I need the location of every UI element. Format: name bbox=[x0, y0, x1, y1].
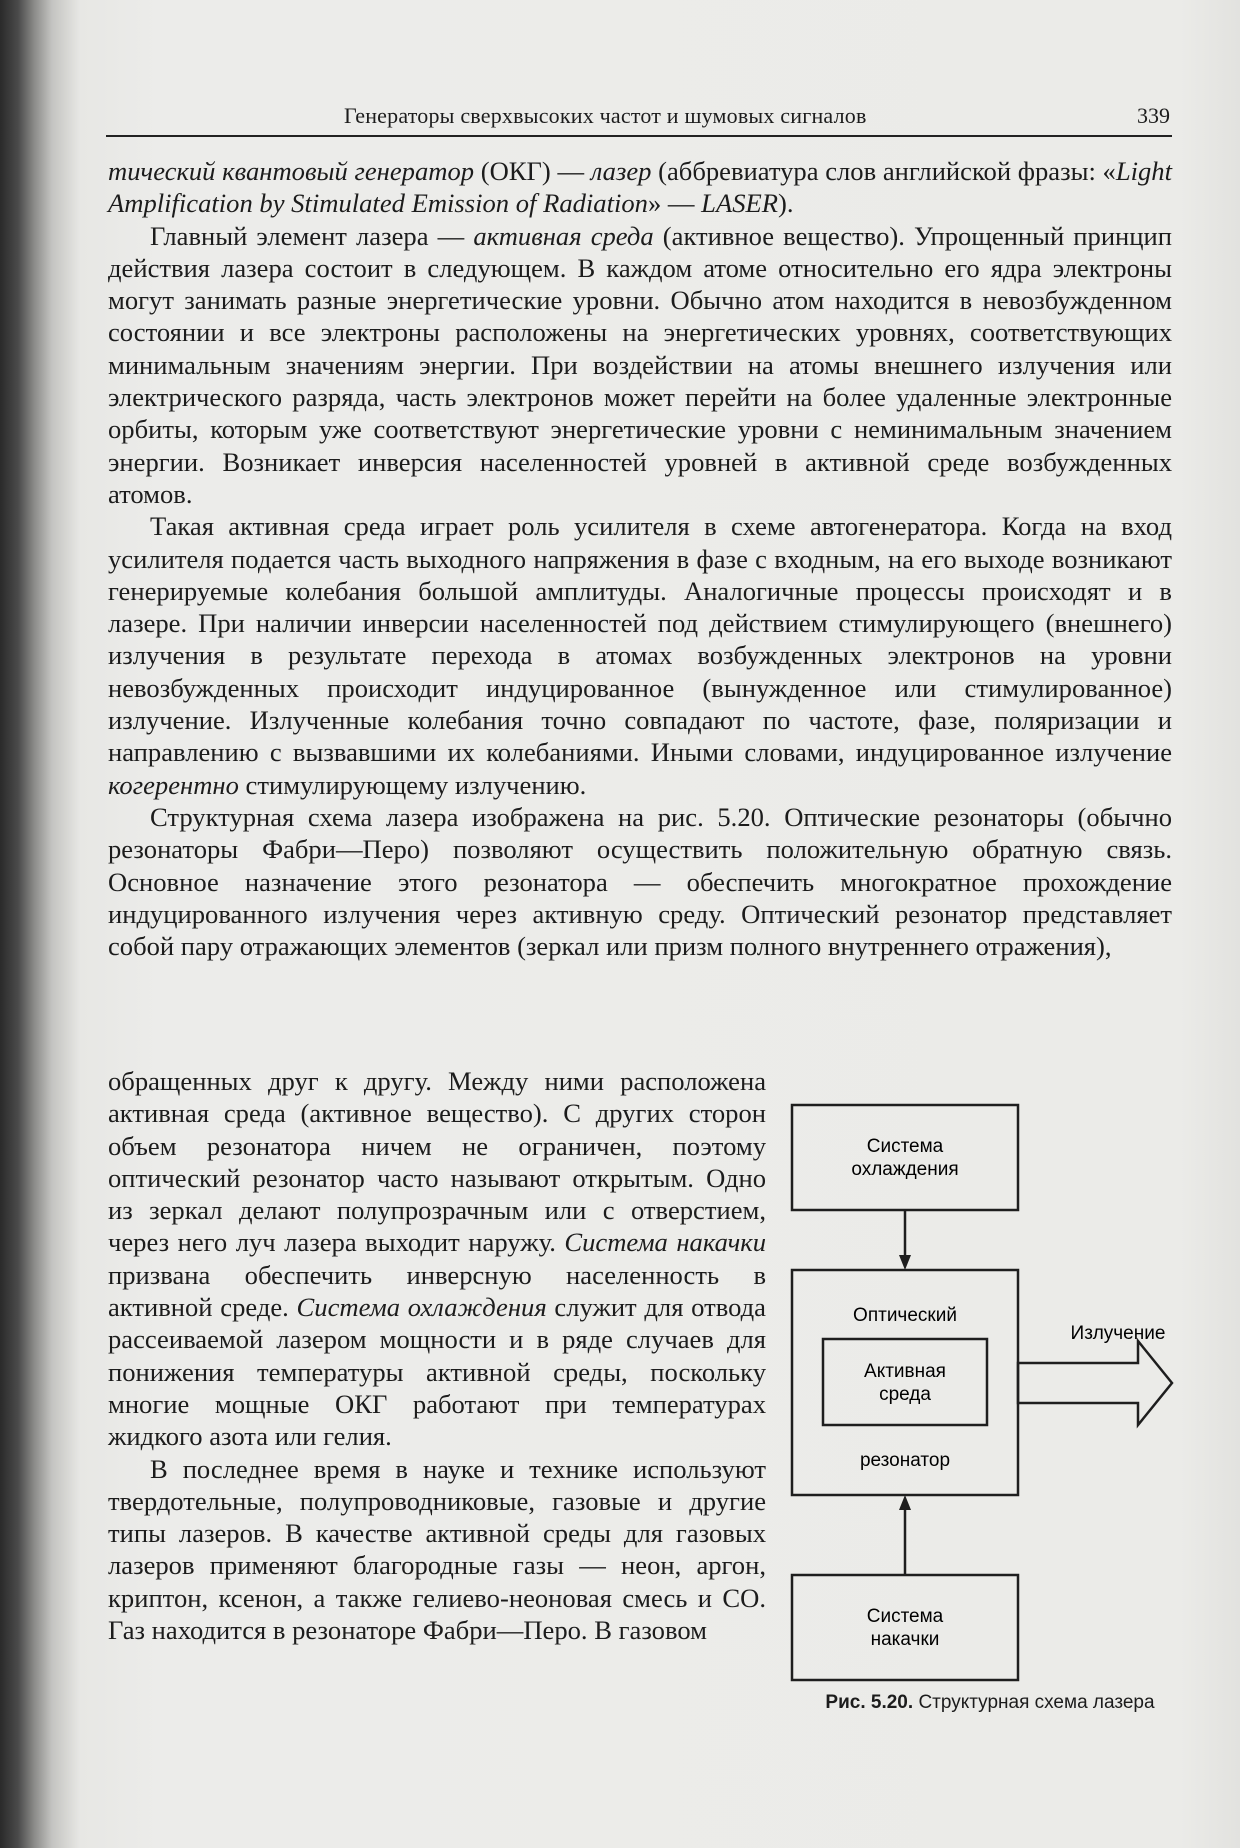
arrow-head-up bbox=[899, 1495, 911, 1510]
term-coherent: когерентно bbox=[108, 769, 239, 800]
paragraph-4-start bbox=[108, 801, 1172, 962]
text-span: ). bbox=[777, 188, 794, 219]
medium-label-line2: среда bbox=[879, 1384, 931, 1405]
running-header bbox=[106, 101, 1172, 137]
term-okg: тический квантовый генератор bbox=[108, 156, 475, 186]
term-active-medium: активная среда bbox=[473, 220, 654, 251]
cooling-label-line1: Система bbox=[866, 1136, 944, 1157]
page-number: 339 bbox=[1137, 103, 1170, 128]
radiation-output-arrow bbox=[1018, 1341, 1172, 1425]
figure-caption-text: Структурная схема лазера bbox=[913, 1692, 1155, 1713]
cooling-label-line2: охлаждения bbox=[851, 1159, 959, 1180]
text-span: служит для отвода рассеиваемой лазером мощности и в ряде случаев для понижения температуры активной среды, поскольку многие мощные ОКГ работают при температурах жидкого азота или гелия. bbox=[108, 1292, 766, 1452]
term-english-phrase: Light Amplification by Stimulated Emission of Radiation bbox=[108, 156, 1172, 219]
text-span: (аббревиатура слов английской фразы: « bbox=[651, 156, 1116, 186]
text-span: Такая активная среда играет роль усилителя в схеме автогенератора. Когда на вход усилителя подается часть выходного напряжения в фазе с входным, на его выходе возникают генерируемые колебания большой амплитуды. Аналогичные процессы происходят и в лазере. При наличии инверсии населенностей под действием стимулирующего (внешнего) излучения в результате перехода в атомах возбужденных электронов на уровни невозбужденных происходит индуцированное (вынужденное или стимулированное) излучение. Излученные колебания точно совпадают по частоте, фазе, поляризации и направлению с вызвавшими их колебаниями. Иными словами, индуцированное излучение bbox=[108, 511, 1172, 768]
figure-caption bbox=[790, 1690, 1190, 1716]
active-medium-box bbox=[823, 1339, 987, 1425]
laser-block-diagram bbox=[786, 1095, 1186, 1755]
text-span: » — bbox=[647, 188, 702, 219]
pump-label-line2: накачки bbox=[870, 1629, 940, 1650]
main-text bbox=[108, 155, 1172, 962]
pump-label-line1: Система bbox=[866, 1606, 944, 1627]
term-laser: лазер bbox=[590, 156, 652, 186]
text-span: Главный элемент лазера — bbox=[150, 220, 474, 251]
text-span: стимулирующему излучению. bbox=[238, 769, 587, 800]
paragraph-5: В последнее время в науке и технике используют твердотельные, полупроводниковые, газовые и другие типы лазеров. В качестве активной среды для газовых лазеров применяют благородные газы — неон, аргон, криптон, ксенон, а также гелиево-неоновая смесь и СО. Газ находится в резонаторе Фабри—Перо. В газовом bbox=[108, 1453, 766, 1646]
arrow-head-down bbox=[899, 1255, 911, 1270]
resonator-label-top: Оптический bbox=[853, 1305, 957, 1326]
paragraph-1 bbox=[108, 155, 1172, 220]
text-span: (ОКГ) — bbox=[474, 156, 591, 186]
term-pump-system: Система накачки bbox=[564, 1227, 766, 1258]
term-cooling-system: Система охлаждения bbox=[296, 1292, 547, 1323]
text-span: обращенных друг к другу. Между ними расположена активная среда (активное вещество). С других сторон объем резонатора ничем не ограничен, поэтому оптический резонатор часто называют открытым. Одно из зеркал делают полупрозрачным или с отверстием, через него луч лазера выходит наружу. bbox=[108, 1066, 766, 1258]
text-span: (активное вещество). Упрощенный принцип действия лазера состоит в следующем. В каждом атоме относительно его ядра электроны могут занимать разные энергетические уровни. Обычно атом находится в невозбужденном состоянии и все электроны расположены на энергетических уровнях, соответствующих минимальным значениям энергии. При воздействии на атомы внешнего излучения или электрического разряда, часть электронов может перейти на более удаленные электронные орбиты, которым уже соответствуют энергетические уровни с неминимальным значением энергии. Возникает инверсия населенностей уровней в активной среде возбужденных атомов. bbox=[108, 220, 1172, 509]
figure-number: Рис. 5.20. bbox=[825, 1692, 914, 1713]
resonator-label-bottom: резонатор bbox=[859, 1450, 951, 1471]
medium-label-line1: Активная bbox=[864, 1361, 946, 1382]
wrapped-text-column bbox=[108, 1065, 766, 1646]
pump-system-box bbox=[792, 1575, 1018, 1680]
radiation-label: Излучение bbox=[1070, 1323, 1166, 1344]
text-span: Структурная схема лазера изображена на рис. 5.20. Оптические резонаторы (обычно резонаторы Фабри—Перо) позволяют осуществить положительную обратную связь. Основное назначение этого резонатора — обеспечить многократное прохождение индуцированного излучения через активную среду. Оптический резонатор представляет собой пару отражающих элементов (зеркал или призм полного внутреннего отражения), bbox=[108, 801, 1172, 962]
paragraph-2 bbox=[108, 220, 1172, 511]
cooling-system-box bbox=[792, 1105, 1018, 1210]
text-span: призвана обеспечить инверсную населенность в активной среде. bbox=[108, 1259, 766, 1323]
running-header-title: Генераторы сверхвысоких частот и шумовых сигналов bbox=[344, 103, 867, 128]
term-acronym: LASER bbox=[701, 188, 778, 219]
paragraph-4-cont bbox=[108, 1065, 766, 1453]
paragraph-3 bbox=[108, 510, 1172, 801]
